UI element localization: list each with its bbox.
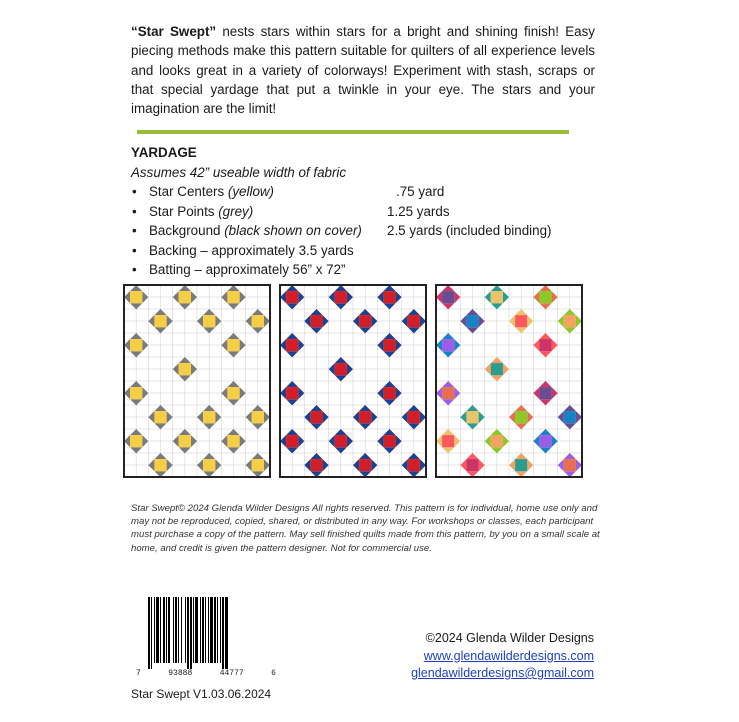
list-item: • Batting – approximately 56” x 72” bbox=[132, 262, 346, 277]
intro-title: “Star Swept” bbox=[131, 24, 217, 39]
intro-paragraph bbox=[131, 22, 595, 118]
yardage-section bbox=[131, 143, 601, 280]
list-item: • Star Centers (yellow) .75 yard bbox=[132, 184, 445, 199]
quilt-grey-yellow-image bbox=[123, 284, 271, 478]
copyright-notice: Star Swept© 2024 Glenda Wilder Designs All rights reserved. This pattern is for individual, home use only and may not be reproduced, copied, shared, or distributed in any way. For workshops or classes, each participant must purchase a copy of the pattern. May sell finished quilts made from this pattern, by you on a small scale at home, and credit is given the pattern designer. Not for commercial use. bbox=[131, 503, 600, 554]
divider bbox=[137, 130, 569, 134]
barcode-digits: 7 93888 44777 6 bbox=[136, 669, 276, 678]
yardage-list bbox=[131, 182, 601, 280]
list-item: • Backing – approximately 3.5 yards bbox=[132, 242, 354, 258]
contact-block bbox=[411, 630, 594, 683]
yardage-assumes: Assumes 42” useable width of fabric bbox=[131, 164, 347, 180]
yardage-heading: YARDAGE bbox=[131, 145, 197, 160]
barcode bbox=[136, 597, 276, 683]
email-link[interactable]: glendawilderdesigns@gmail.com bbox=[411, 666, 594, 680]
quilt-red-blue-image bbox=[279, 284, 427, 478]
list-item: • Background (black shown on cover) 2.5 yards (included binding) bbox=[132, 223, 552, 238]
intro-text: nests stars within stars for a bright and shining finish! Easy piecing methods make this pattern suitable for quilters of all experience levels and looks great in a variety of colorways! Experiment with stash, scraps or that special yardage that put a twinkle in your eye. The stars and your imagination are the limit! bbox=[131, 24, 596, 117]
list-item: • Star Points (grey) 1.25 yards bbox=[132, 203, 450, 219]
contact-copyright: ©2024 Glenda Wilder Designs bbox=[425, 631, 594, 645]
quilt-multicolor-image bbox=[435, 284, 583, 478]
barcode-bars bbox=[146, 597, 268, 669]
version-label: Star Swept V1.03.06.2024 bbox=[131, 687, 272, 701]
website-link[interactable]: www.glendawilderdesigns.com bbox=[423, 648, 594, 663]
